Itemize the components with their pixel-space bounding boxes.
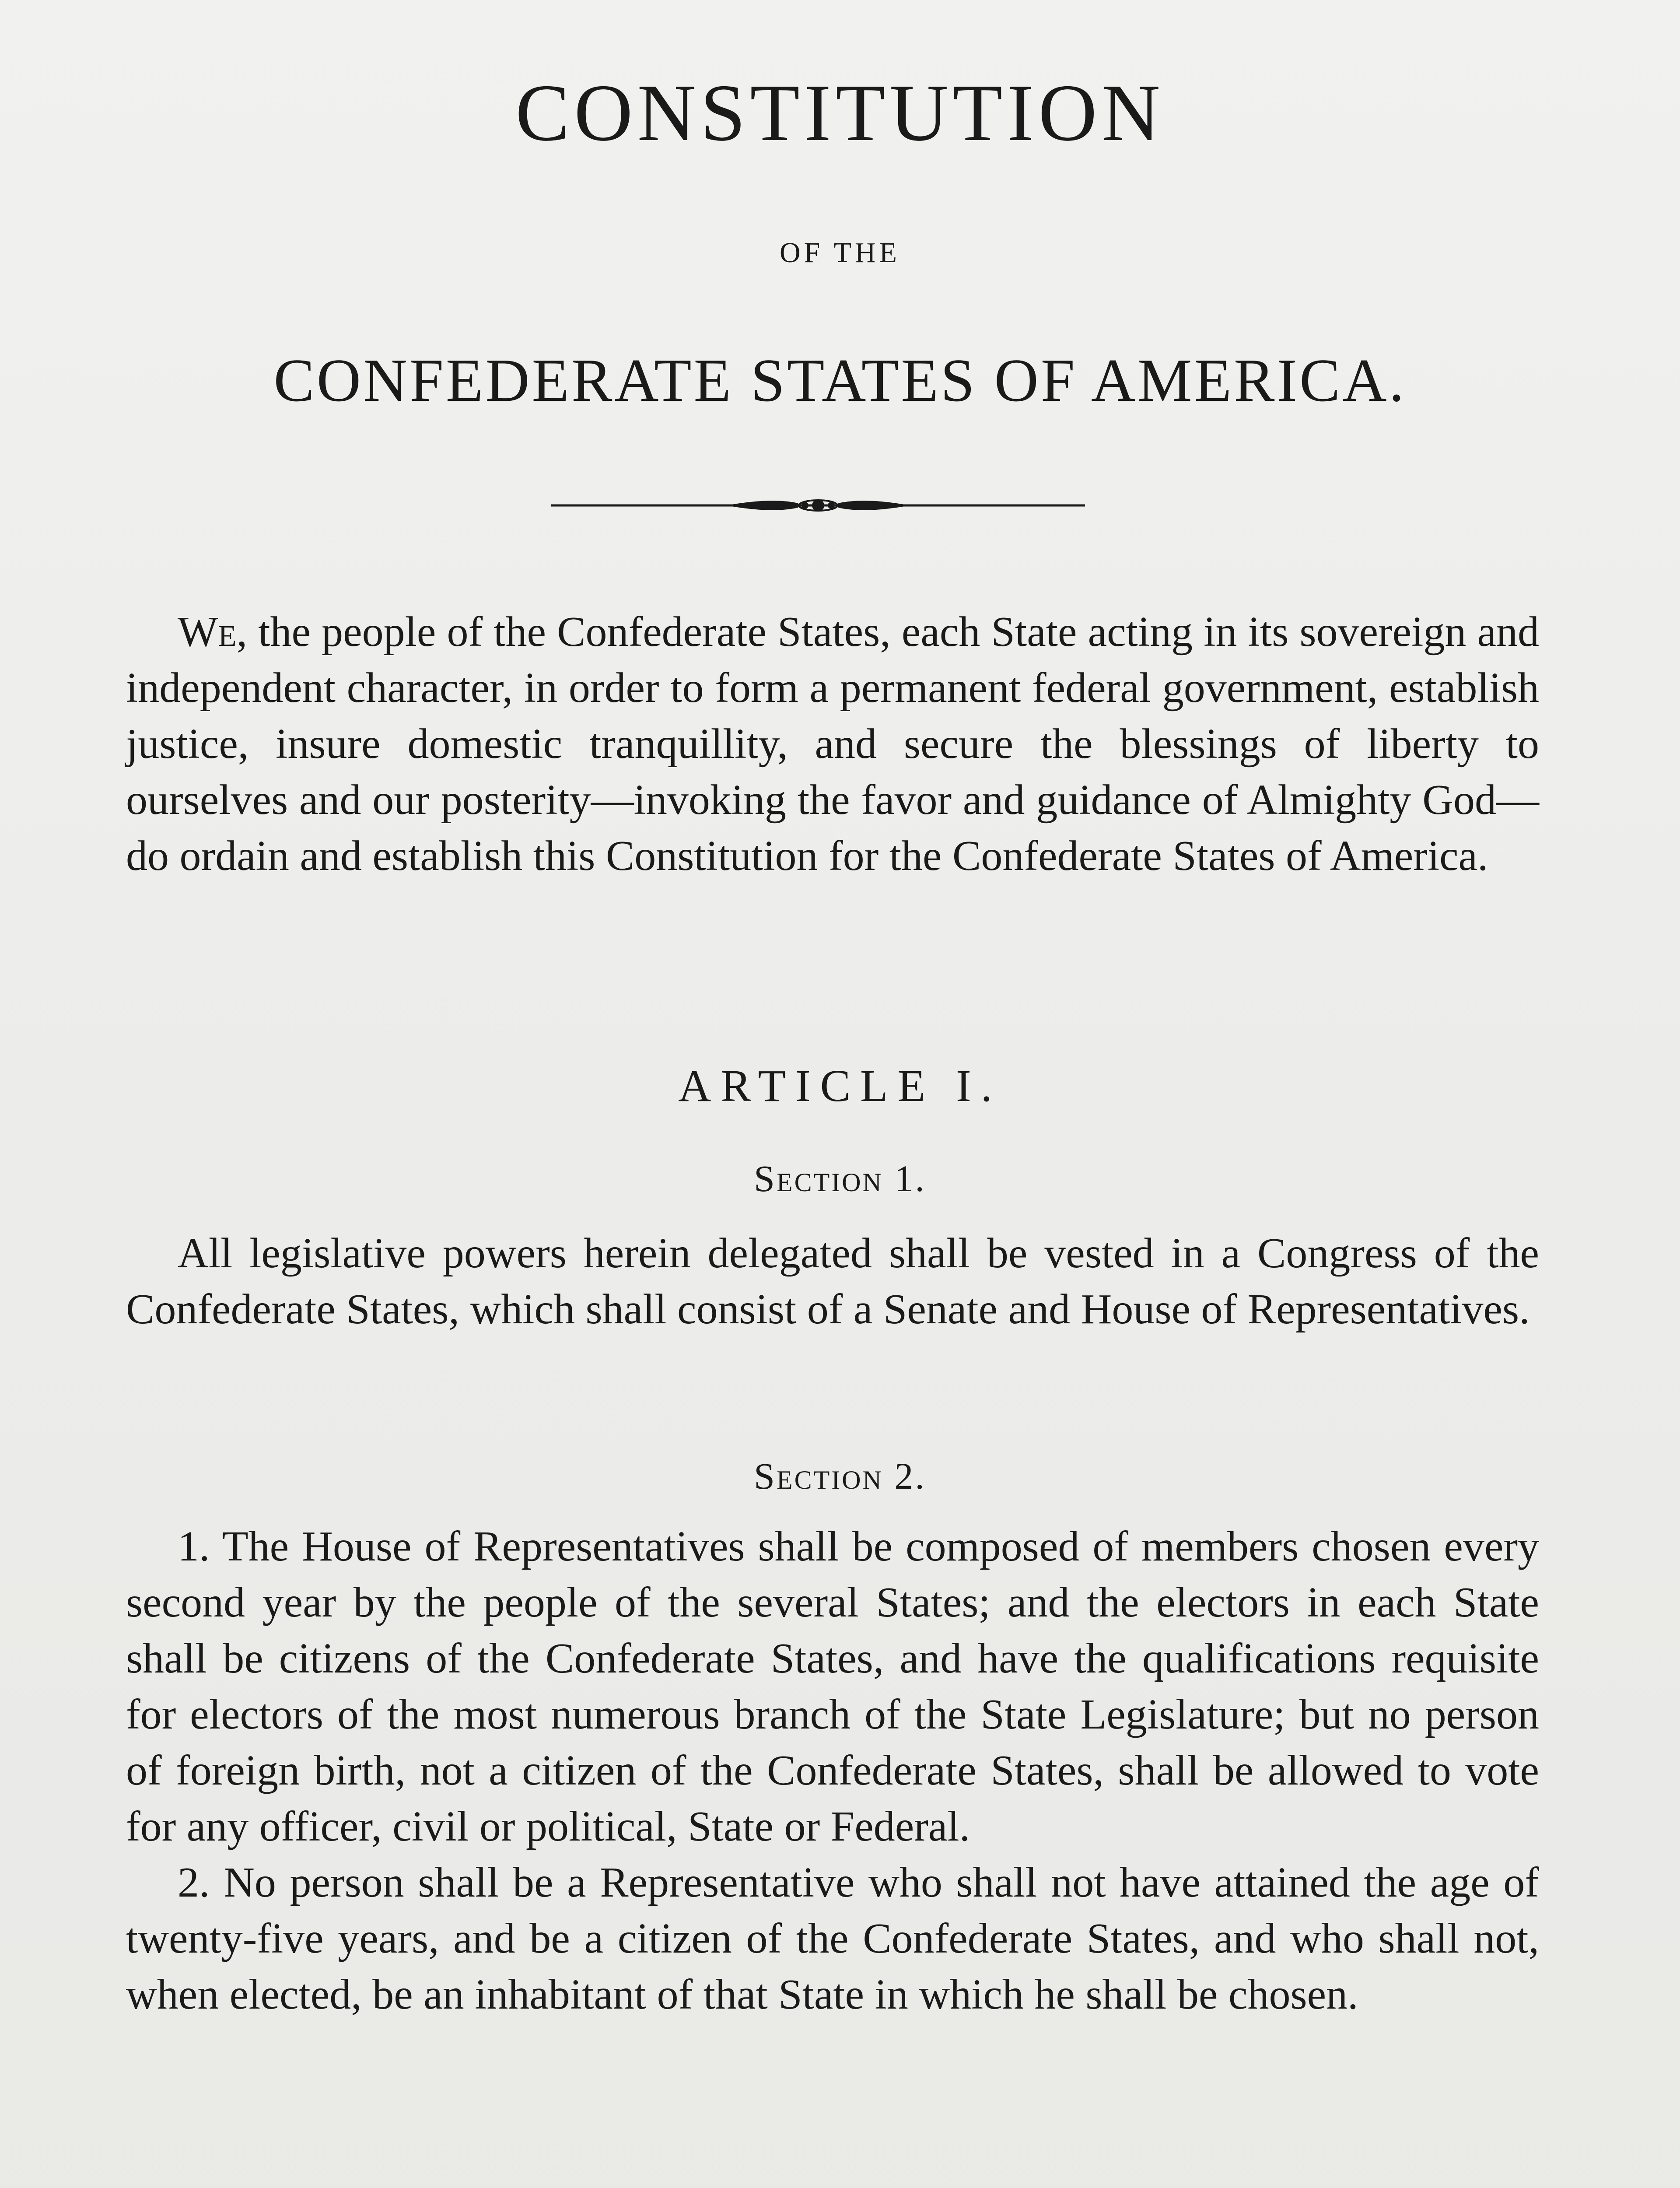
document-title: CONSTITUTION (515, 68, 1165, 158)
section-2-clause-1: 1. The House of Representatives shall be composed of members chosen every second year by the people of the several States; and the electors in each State shall be citizens of the Confederate States, and have the qualifications requisite for electors of the most numerous branch of the State Legislature; but no person of foreign birth, not a citizen of the Confederate States, shall be allowed to vote for any officer, civil or political, State or Federal. (126, 1523, 1539, 1850)
section-1-heading: Section 1. (754, 1157, 926, 1199)
section-1-text: All legislative powers herein delegated shall be vested in a Congress of the Confederate States, which shall consist of a Senate and House of Representatives. (126, 1230, 1539, 1333)
document-subtitle-country: CONFEDERATE STATES OF AMERICA. (273, 347, 1407, 414)
preamble-text: , the people of the Confederate States, each State acting in its sovereign and independent character, in order to form a permanent federal government, establish justice, insure domestic tranquillity, and secure the blessings of liberty to ourselves and our posterity—invoking the favor and guidance of Almighty God—do ordain and establish this Constitution for the Confederate States of America. (126, 608, 1539, 880)
ornament-divider-icon (542, 488, 1094, 523)
section-2-body (126, 1518, 1539, 2023)
section-2-heading: Section 2. (754, 1455, 926, 1497)
preamble-paragraph (126, 604, 1539, 884)
preamble-lead-word: We (178, 608, 237, 656)
section-1-body (126, 1225, 1539, 1337)
preamble (126, 604, 1539, 884)
document-subtitle: OF THE (780, 237, 900, 269)
article-heading: ARTICLE I. (678, 1061, 1002, 1111)
section-2-clause-2: 2. No person shall be a Representative who shall not have attained the age of twenty-five years, and be a citizen of the Confederate States, and who shall not, when elected, be an inhabitant of that State in which he shall be chosen. (126, 1859, 1539, 2018)
